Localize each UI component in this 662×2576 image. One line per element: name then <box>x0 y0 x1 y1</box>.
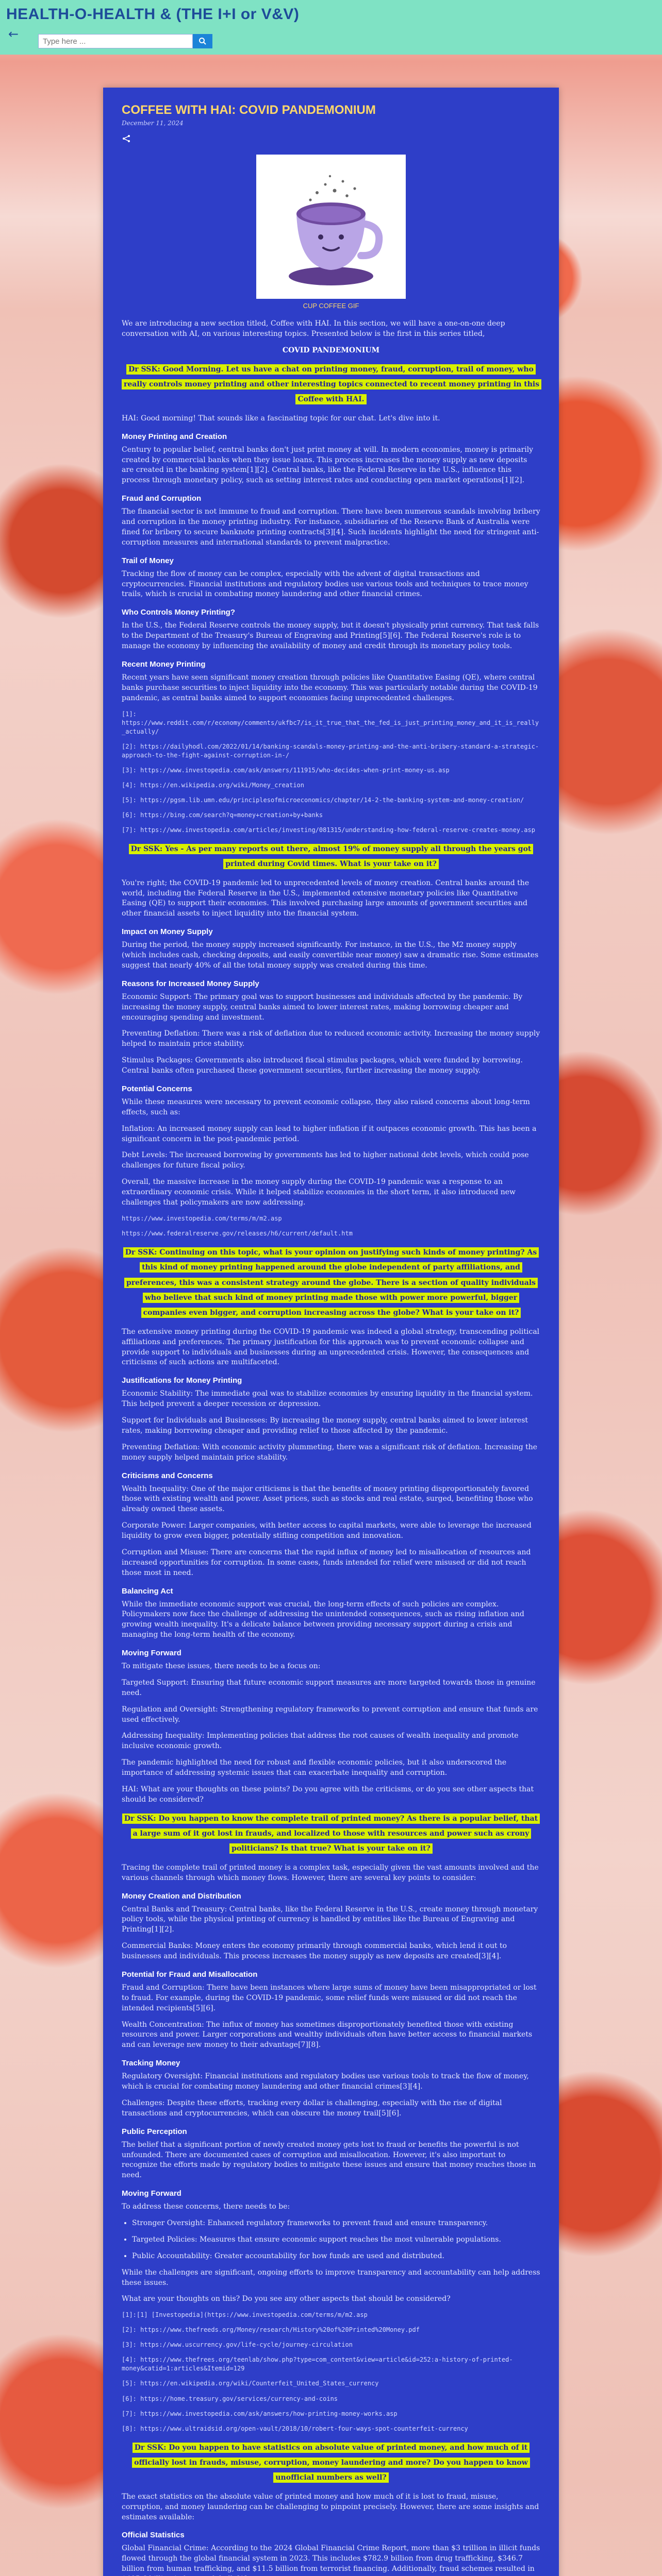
back-arrow-icon[interactable]: ← <box>8 27 19 41</box>
section-reasons: Reasons for Increased Money Supply <box>122 979 259 988</box>
paragraph-just-3: Preventing Deflation: With economic activity plummeting, there was a significant risk of deflation. Increasing the money supply helped maintain price stability. <box>122 1443 538 1462</box>
paragraph-crit-2: Corporate Power: Larger companies, with better access to capital markets, were able to leverage the increased liquidity to grow even bigger, potentially stifling competition and innovation. <box>122 1521 532 1540</box>
image-caption[interactable]: CUP COFFEE GIF <box>303 302 359 310</box>
reference-link[interactable]: [7]: https://www.investopedia.com/articles/investing/081315/understanding-how-federal-reserve-creates-money.asp <box>122 826 535 834</box>
reference-link[interactable]: [4]: https://www.thefrees.org/teenlab/show.php?type=com_content&view=article&id=252:a-history-of-printed-money&catid=1:articles&Itemid=129 <box>122 2356 513 2372</box>
section-impact: Impact on Money Supply <box>122 927 213 937</box>
paragraph-challenges: While the challenges are significant, ongoing efforts to improve transparency and accountability can help address these issues. <box>122 2268 540 2287</box>
series-title: COVID PANDEMONIUM <box>282 346 380 354</box>
section-tracking: Tracking Money <box>122 2059 180 2068</box>
paragraph-reasons-1: Economic Support: The primary goal was to support businesses and individuals affected by the pandemic. By increasing the money supply, central banks aimed to lower interest rates, making borrowing cheaper and encouraging spending and investment. <box>122 992 523 1022</box>
reference-link[interactable]: https://www.federalreserve.gov/releases/h6/current/default.htm <box>122 1229 353 1237</box>
section-recent: Recent Money Printing <box>122 659 206 669</box>
reference-link[interactable]: [2]: https://dailyhodl.com/2022/01/14/banking-scandals-money-printing-and-the-anti-bribery-standard-a-strategic-approach-to-the-fight-against-corruption-in-/ <box>122 742 539 759</box>
paragraph-tracking-1: Regulatory Oversight: Financial institutions and regulatory bodies use various tools to track the flow of money, which is crucial for combating money laundering and other financial crimes[3][4]. <box>122 2072 529 2091</box>
site-brand[interactable]: HEALTH-O-HEALTH & (THE I+I or V&V) <box>6 6 300 23</box>
section-controls: Who Controls Money Printing? <box>122 608 235 617</box>
paragraph-trail-complete: Tracing the complete trail of printed money is a complex task, especially given the vast amounts involved and the various channels through which money flows. However, there are several key points to consider: <box>122 1863 539 1882</box>
section-concerns: Potential Concerns <box>122 1084 192 1093</box>
coffee-cup-icon <box>256 155 406 299</box>
header-bar <box>0 0 662 55</box>
paragraph-tracking-2: Challenges: Despite these efforts, tracking every dollar is challenging, especially with the rise of digital transactions and cryptocurrencies, which can obscure the money trail[5][6]. <box>122 2098 502 2117</box>
search-bar <box>38 34 212 48</box>
search-input[interactable] <box>38 34 193 48</box>
list-item: • Public Accountability: Greater accountability for how funds are used and distributed. <box>132 2251 540 2262</box>
paragraph-crit-3: Corruption and Misuse: There are concerns that the rapid influx of money led to misallocation of resources and increased opportunities for corruption. In some cases, funds intended for relief were misused or did not reach those most in need. <box>122 1548 531 1577</box>
paragraph-fraud-1: Fraud and Corruption: There have been instances where large sums of money have been misappropriated or lost to fraud. For example, during the COVID-19 pandemic, some relief funds were misused or did not reach the intended recipients[5][6]. <box>122 1983 537 2012</box>
section-money-printing: Money Printing and Creation <box>122 432 227 441</box>
paragraph-recent: Recent years have seen significant money creation through policies like Quantitative Easing (QE), where central banks purchase securities to inject liquidity into the economy. This was particularly notable during the COVID-19 pandemic, as central banks aimed to support economies facing unprecedented challenges. <box>122 673 538 702</box>
paragraph-forward-intro: To mitigate these issues, there needs to be a focus on: <box>122 1662 321 1671</box>
reference-link[interactable]: [5]: https://pgsm.lib.umn.edu/principlesofmicroeconomics/chapter/14-2-the-banking-system-and-money-creation/ <box>122 796 524 804</box>
section-fraud: Fraud and Corruption <box>122 494 202 503</box>
paragraph-creation-2: Commercial Banks: Money enters the economy primarily through commercial banks, which lend it out to businesses and individuals. This process increases the money supply as new deposits are created[3][4]. <box>122 1942 507 1961</box>
paragraph-just-1: Economic Stability: The immediate goal was to stabilize economies by ensuring liquidity in the financial system. This helped prevent a deeper recession or depression. <box>122 1389 533 1409</box>
section-perception: Public Perception <box>122 2127 187 2136</box>
question-5: Dr SSK: Do you happen to have statistics on absolute value of printed money, and how much of it officially lost in frauds, misuse, corruption, money laundering and more? Do you happen to know unofficial numbers as well? <box>132 2443 530 2483</box>
reference-link[interactable]: [5]: https://en.wikipedia.org/wiki/Counterfeit_United_States_currency <box>122 2380 379 2387</box>
question-1: Dr SSK: Good Morning. Let us have a chat on printing money, fraud, corruption, trail of money, who really controls money printing and other interesting topics connected to recent money printing in this Coffee with HAI. <box>122 364 541 405</box>
section-forward: Moving Forward <box>122 1649 181 1658</box>
reference-link[interactable]: [7]: https://www.investopedia.com/ask/answers/how-printing-money-works.asp <box>122 2410 398 2417</box>
reference-link[interactable]: [3]: https://www.investopedia.com/ask/answers/111915/who-decides-when-print-money-us.asp <box>122 766 450 774</box>
paragraph-impact: During the period, the money supply increased significantly. For instance, in the U.S., the M2 money supply (which includes cash, checking deposits, and easily convertible near money) saw a dramatic rise. Some estimates suggest that nearly 40% of all the total money supply was created during this time. <box>122 941 539 970</box>
section-trail: Trail of Money <box>122 556 174 565</box>
paragraph-overall: Overall, the massive increase in the money supply during the COVID-19 pandemic was a response to an extraordinary economic crisis. While it helped stabilize economies in the short term, it also introduced new challenges that policymakers are now addressing. <box>122 1178 516 1207</box>
paragraph-money-printing: Century to popular belief, central banks don't just print money at will. In modern economies, money is primarily created by commercial banks when they issue loans. This process increases the money supply as new deposits are created in the banking system[1][2]. Central banks, like the Federal Reserve in the U.S., influence this process through monetary policy, such as setting interest rates and conducting open market operations[1][2]. <box>122 445 534 485</box>
question-4: Dr SSK: Do you happen to know the complete trail of printed money? As there is a popular belief, that a large sum of it got lost in frauds, and localized to those with resources and power such as crony politicians? Is that true? What is your take on it? <box>122 1814 540 1854</box>
paragraph-forward-3: Addressing Inequality: Implementing policies that address the root causes of wealth inequality and promote inclusive economic growth. <box>122 1732 519 1751</box>
section-fraud-misallocation: Potential for Fraud and Misallocation <box>122 1970 258 1979</box>
coffee-cup-illustration <box>256 155 406 299</box>
search-button[interactable] <box>193 34 212 48</box>
list-item: • Stronger Oversight: Enhanced regulatory frameworks to prevent fraud and ensure transparency. <box>132 2218 540 2229</box>
reference-link[interactable]: [6]: https://home.treasury.gov/services/currency-and-coins <box>122 2395 338 2402</box>
paragraph-justify: The extensive money printing during the COVID-19 pandemic was indeed a global strategy, transcending political affiliations and preferences. The primary justification for this approach was to prevent economic collapse and provide support to individuals and businesses during an unprecedented crisis. However, the consequences and criticisms of such actions are multifaceted. <box>122 1327 540 1367</box>
references-3 <box>122 2311 540 2433</box>
reference-link[interactable]: [4]: https://en.wikipedia.org/wiki/Money_creation <box>122 781 305 789</box>
section-creation-distribution: Money Creation and Distribution <box>122 1891 241 1901</box>
intro-paragraph: We are introducing a new section titled, Coffee with HAI. In this section, we will have a one-on-one deep conversation with AI, on various interesting topics. Presented below is the first in this series titled, <box>122 319 505 338</box>
post-date: December 11, 2024 <box>122 120 184 127</box>
paragraph-creation-1: Central Banks and Treasury: Central banks, like the Federal Reserve in the U.S., create money through monetary policy tools, while the physical printing of currency is handled by entities like the Bureau of Engraving and Printing[1][2]. <box>122 1905 538 1934</box>
paragraph-perception: The belief that a significant portion of newly created money gets lost to fraud or benefits the powerful is not unfounded. There are documented cases of corruption and misallocation. However, it's also important to recognize the efforts made by regulatory bodies to mitigate these issues and ensure that money reaches those in need. <box>122 2140 536 2180</box>
paragraph-crit-1: Wealth Inequality: One of the major criticisms is that the benefits of money printing disproportionately favored those with existing wealth and power. Asset prices, such as stocks and real estate, surged, benefiting those who already owned these assets. <box>122 1484 533 1514</box>
paragraph-official-1: Global Financial Crime: According to the 2024 Global Financial Crime Report, more than $3 trillion in illicit funds flowed through the global financial system in 2023. This includes $782.9 billion from drug trafficking, $346.7 billion from human trafficking, and $11.5 billion from terrorist financing. Additionally, fraud schemes resulted in <box>122 2544 540 2573</box>
question-3: Dr SSK: Continuing on this topic, what is your opinion on justifying such kinds of money printing? As this kind of money printing happened around the globe independent of party affiliations, and preferences, this was a consistent strategy around the globe. There is a section of quality individuals who believe that such kind of money printing made those with power more powerful, bigger companies even bigger, and corruption increasing across the globe? What is your take on it? <box>123 1247 539 1318</box>
list-item: • Targeted Policies: Measures that ensure economic support reaches the most vulnerable populations. <box>132 2235 540 2245</box>
reference-link[interactable]: [3]: https://www.uscurrency.gov/life-cycle/journey-circulation <box>122 2341 353 2349</box>
references-2 <box>122 1214 540 1238</box>
references-1 <box>122 710 540 835</box>
section-forward-2: Moving Forward <box>122 2189 181 2198</box>
section-criticisms: Criticisms and Concerns <box>122 1471 213 1480</box>
paragraph-balancing: While the immediate economic support was crucial, the long-term effects of such policies are complex. Policymakers now face the challenge of addressing the unintended consequences, such as rising inflation and growing wealth inequality. It's a delicate balance between providing necessary support during a crisis and managing the long-term health of the economy. <box>122 1600 524 1639</box>
search-icon <box>198 37 207 45</box>
paragraph-take-1: You're right; the COVID-19 pandemic led to unprecedented levels of money creation. Central banks around the world, including the Federal Reserve in the U.S., implemented extensive monetary policies like Quantitative Easing (QE) to support their economies. This involved purchasing large amounts of government securities and other financial assets to inject liquidity into the financial system. <box>122 878 529 918</box>
paragraph-forward-2-intro: To address these concerns, there needs to be: <box>122 2202 290 2211</box>
paragraph-hai-question-2: What are your thoughts on this? Do you see any other aspects that should be considered? <box>122 2295 451 2303</box>
paragraph-hai-question: HAI: What are your thoughts on these points? Do you agree with the criticisms, or do you see other aspects that should be considered? <box>122 1785 534 1804</box>
reference-link[interactable]: [2]: https://www.thefreeds.org/Money/research/History%20of%20Printed%20Money.pdf <box>122 2326 420 2334</box>
section-balancing: Balancing Act <box>122 1586 173 1596</box>
answer-1: HAI: Good morning! That sounds like a fascinating topic for our chat. Let's dive into it. <box>122 414 440 422</box>
paragraph-fraud: The financial sector is not immune to fraud and corruption. There have been numerous scandals involving bribery and corruption in the money printing industry. For instance, subsidiaries of the Reserve Bank of Australia were fined for bribery to secure banknote printing contracts[3][4]. Such incidents highlight the need for stringent anti-corruption measures and international standards to prevent malpractice. <box>122 507 540 547</box>
paragraph-reasons-2: Preventing Deflation: There was a risk of deflation due to reduced economic activity. Increasing the money supply helped to maintain price stability. <box>122 1029 540 1048</box>
paragraph-reasons-3: Stimulus Packages: Governments also introduced fiscal stimulus packages, which were funded by borrowing. Central banks often purchased these government securities, further increasing the money supply. <box>122 1056 523 1075</box>
bullet-list <box>132 2218 540 2262</box>
paragraph-concerns-3: Debt Levels: The increased borrowing by governments has led to higher national debt levels, which could pose challenges for future fiscal policy. <box>122 1151 529 1170</box>
reference-link[interactable]: [8]: https://www.ultraidsid.org/open-vault/2018/10/robert-four-ways-spot-counterfeit-currency <box>122 2425 468 2432</box>
reference-link[interactable]: [6]: https://bing.com/search?q=money+creation+by+banks <box>122 811 323 819</box>
section-justifications: Justifications for Money Printing <box>122 1376 242 1385</box>
paragraph-controls: In the U.S., the Federal Reserve controls the money supply, but it doesn't physically print currency. That task falls to the Department of the Treasury's Bureau of Engraving and Printing[5][6]. The Federal Reserve's role is to manage the economy by influencing the availability of money and credit through its monetary policy tools. <box>122 621 539 651</box>
reference-link[interactable]: https://www.investopedia.com/terms/m/m2.asp <box>122 1214 282 1222</box>
paragraph-forward-1: Targeted Support: Ensuring that future economic support measures are more targeted towards those in genuine need. <box>122 1678 536 1697</box>
post-title[interactable]: COFFEE WITH HAI: COVID PANDEMONIUM <box>122 103 376 117</box>
section-official: Official Statistics <box>122 2531 185 2540</box>
question-2: Dr SSK: Yes - As per many reports out there, almost 19% of money supply all through the years got printed during Covid times. What is your take on it? <box>129 844 534 869</box>
paragraph-forward-2: Regulation and Oversight: Strengthening regulatory frameworks to prevent corruption and ensure that funds are used effectively. <box>122 1705 538 1724</box>
paragraph-concerns-2: Inflation: An increased money supply can lead to higher inflation if it outpaces economic growth. This has been a significant concern in the post-pandemic period. <box>122 1124 537 1143</box>
reference-link[interactable]: [1]:[1] [Investopedia](https://www.investopedia.com/terms/m/m2.asp <box>122 2311 368 2319</box>
paragraph-fraud-2: Wealth Concentration: The influx of money has sometimes disproportionately benefited those with existing resources and power. Larger corporations and wealthy individuals often have better access to financial markets and can leverage new money to their advantage[7][8]. <box>122 2020 533 2049</box>
blog-post <box>103 88 559 2576</box>
share-icon[interactable] <box>122 134 131 143</box>
paragraph-exact: The exact statistics on the absolute value of printed money and how much of it is lost to fraud, misuse, corruption, and money laundering can be challenging to pinpoint precisely. However, there are some insights and estimates available: <box>122 2492 539 2521</box>
paragraph-trail: Tracking the flow of money can be complex, especially with the advent of digital transactions and cryptocurrencies. Financial institutions and regulatory bodies use various tools and techniques to trace money trails, which is crucial in combating money laundering and other financial crimes. <box>122 569 528 599</box>
paragraph-concerns-1: While these measures were necessary to prevent economic collapse, they also raised concerns about long-term effects, such as: <box>122 1097 530 1116</box>
paragraph-just-2: Support for Individuals and Businesses: By increasing the money supply, central banks aimed to lower interest rates, making borrowing cheaper and providing relief to those affected by the pandemic. <box>122 1416 528 1435</box>
paragraph-pandemic: The pandemic highlighted the need for robust and flexible economic policies, but it also underscored the importance of addressing systemic issues that can exacerbate inequality and corruption. <box>122 1758 507 1777</box>
reference-link[interactable]: [1]: https://www.reddit.com/r/economy/comments/ukfbc7/is_it_true_that_the_fed_is_just_printing_money_and_it_is_really_actually/ <box>122 710 539 735</box>
